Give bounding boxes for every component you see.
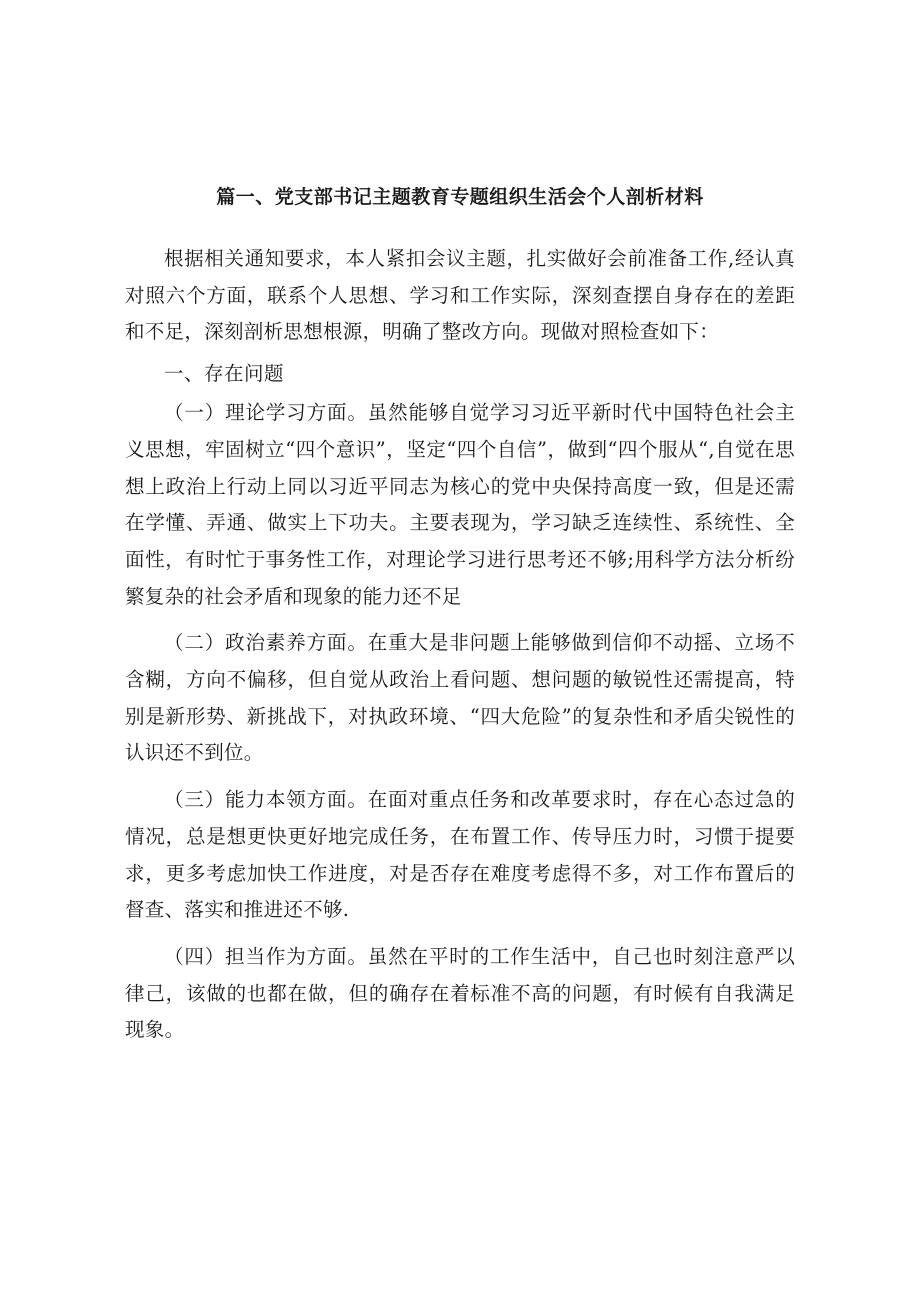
problem-item-political: （二）政治素养方面。在重大是非问题上能够做到信仰不动摇、立场不含糊，方向不偏移，但自觉从政治上看问题、想问题的敏锐性还需提高，特别是新形势、新挑战下，对执政环境、“四大危险”的复杂性和矛盾尖锐性的认识还不到位。	[125, 631, 795, 765]
document-body	[125, 241, 795, 1049]
section-heading-problems: 一、存在问题	[164, 362, 285, 386]
problem-item-theory: （一）理论学习方面。虽然能够自觉学习习近平新时代中国特色社会主义思想，牢固树立“四个意识”，坚定“四个自信”，做到“四个服从“,自觉在思想上政治上行动上同以习近平同志为核心的党中央保持高度一致，但是还需在学懂、弄通、做实上下功夫。主要表现为，学习缺乏连续性、系统性、全面性，有时忙于事务性工作，对理论学习进行思考还不够;用科学方法分析纷繁复杂的社会矛盾和现象的能力还不足	[125, 401, 795, 608]
document-title: 篇一、党支部书记主题教育专题组织生活会个人剖析材料	[216, 186, 704, 208]
intro-paragraph: 根据相关通知要求，本人紧扣会议主题，扎实做好会前准备工作,经认真对照六个方面，联系个人思想、学习和工作实际，深刻查摆自身存在的差距和不足，深刻剖析思想根源，明确了整改方向。现做对照检查如下：	[125, 247, 795, 344]
problem-item-ability: （三）能力本领方面。在面对重点任务和改革要求时，存在心态过急的情况，总是想更快更好地完成任务，在布置工作、传导压力时，习惯于提要求，更多考虑加快工作进度，对是否存在难度考虑得不多，对工作布置后的督查、落实和推进还不够.	[125, 788, 795, 922]
problem-item-responsibility: （四）担当作为方面。虽然在平时的工作生活中，自己也时刻注意严以律己，该做的也都在做，但的确存在着标准不高的问题，有时候有自我满足现象。	[125, 944, 795, 1042]
